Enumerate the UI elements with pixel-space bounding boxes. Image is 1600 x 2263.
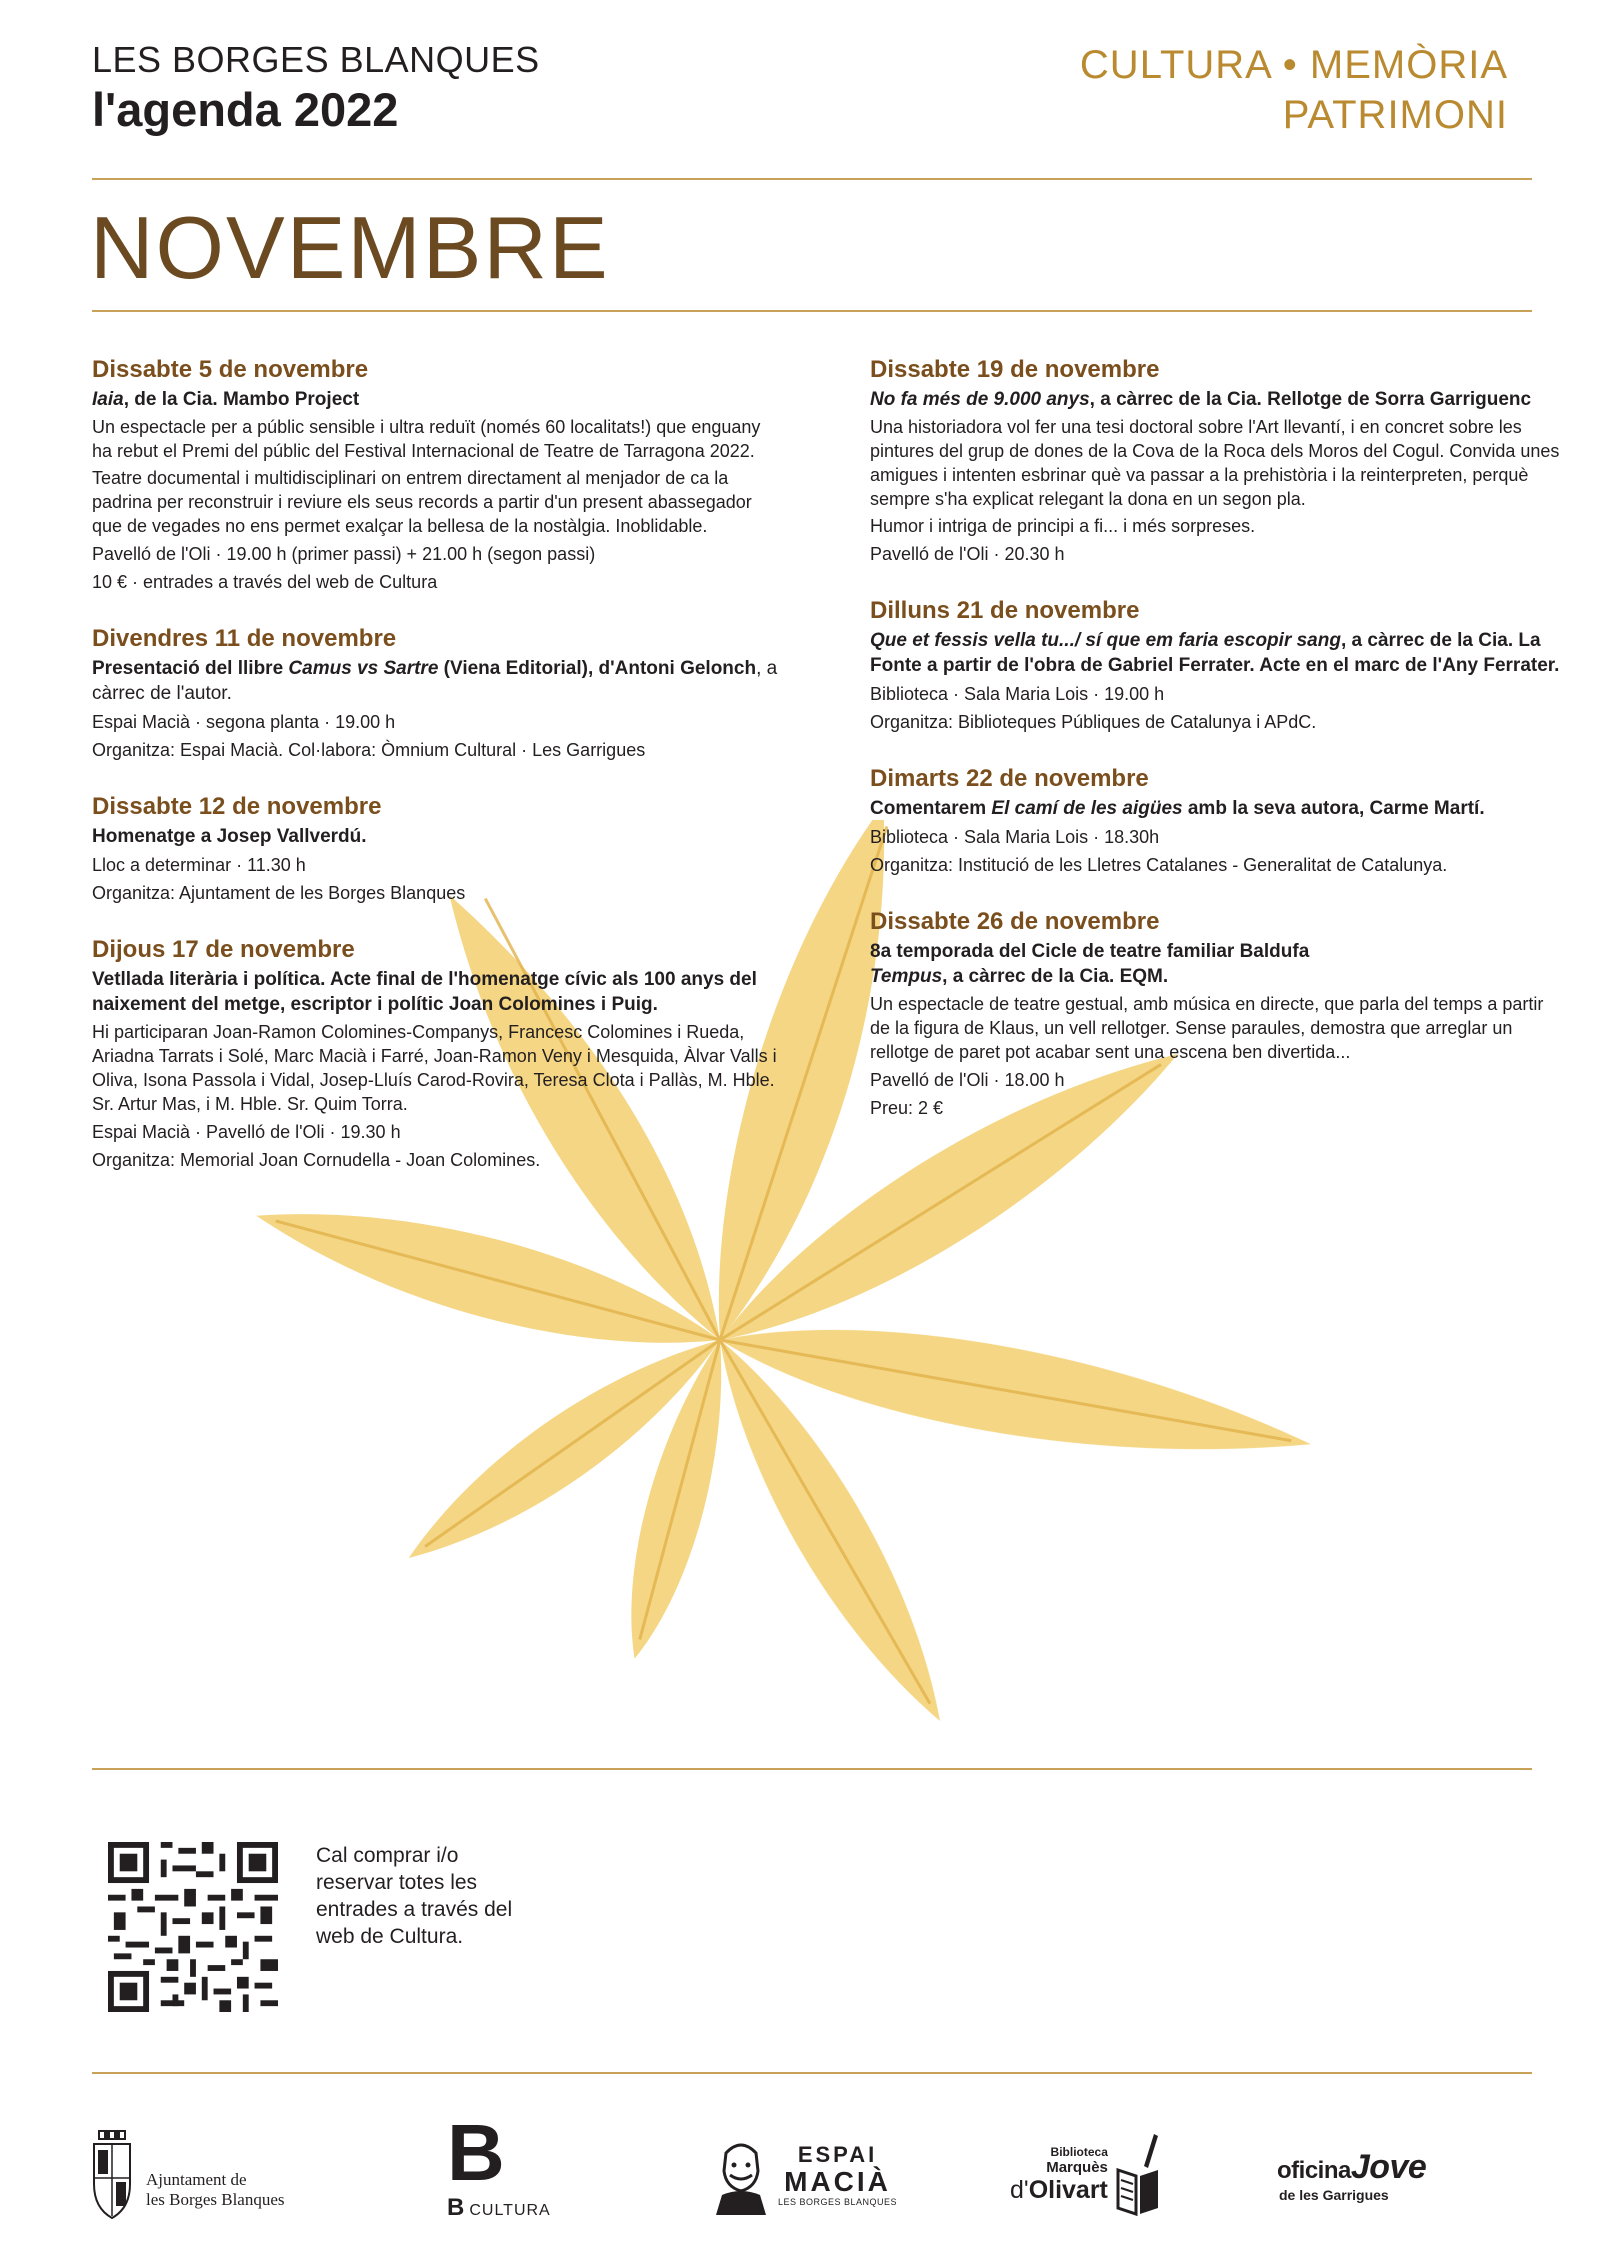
- event-date: Divendres 11 de novembre: [92, 625, 397, 652]
- b-cultura-mark: B: [447, 2108, 505, 2197]
- event-date: Dimarts 22 de novembre: [870, 765, 1149, 792]
- event-12-nov: [92, 792, 782, 905]
- event-description: Hi participaran Joan-Ramon Colomines-Companys, Francesc Colomines i Rueda, Ariadna Tarrats i Solé, Marc Macià i Farré, Joan-Ramon Veny i Mesquida, Àlvar Valls i Oliva, Isona Passola i Vidal, Josep-Lluís Carod-Rovira, Teresa Clota i Pallàs, M. Hble. Sr. Artur Mas, i M. Hble. Sr. Quim Torra.: [92, 1022, 777, 1114]
- book-icon: [1114, 2130, 1162, 2220]
- event-title: [870, 628, 1560, 678]
- event-subtitle: [870, 964, 1560, 989]
- event-title-italic: Que et fessis vella tu.../ sí que em faria escopir sang: [870, 630, 1341, 651]
- event-place: Pavelló de l'Oli · 20.30 h: [870, 544, 1065, 564]
- event-date: Dissabte 12 de novembre: [92, 793, 382, 820]
- ajuntament-line1: Ajuntament de: [146, 2170, 247, 2189]
- event-description: Humor i intriga de principi a fi... i més sorpreses.: [870, 516, 1256, 536]
- event-place: Espai Macià · segona planta · 19.00 h: [92, 712, 396, 732]
- event-title-c: , a càrrec de l'autor.: [92, 658, 778, 704]
- sponsor-logos: [92, 2108, 1532, 2230]
- event-title-a: Presentació del llibre: [92, 658, 289, 679]
- event-place: Pavelló de l'Oli · 19.00 h (primer passi) + 21.00 h (segon passi): [92, 544, 596, 564]
- footer-note: Cal comprar i/o reservar totes les entrades a través del web de Cultura.: [316, 1844, 513, 1948]
- event-price: 10 € · entrades a través del web de Cultura: [92, 572, 438, 592]
- event-subtitle-rest: , a càrrec de la Cia. EQM.: [942, 966, 1169, 987]
- espai-macia-name: [778, 2143, 897, 2207]
- header-left: [92, 38, 540, 138]
- event-date: Dissabte 26 de novembre: [870, 908, 1160, 935]
- event-title-italic: Iaia: [92, 389, 124, 410]
- event-organizer: Organitza: Ajuntament de les Borges Blanques: [92, 883, 466, 903]
- events-column-right: [870, 355, 1560, 1150]
- event-title: Vetllada literària i política. Acte final de l'homenatge cívic als 100 anys del naixement del metge, escriptor i polític Joan Colomines i Puig.: [92, 969, 757, 1015]
- footer-divider-bottom: [92, 2072, 1532, 2074]
- event-17-nov: [92, 935, 782, 1172]
- logo-biblioteca[interactable]: [1010, 2120, 1210, 2230]
- event-place: Espai Macià · Pavelló de l'Oli · 19.30 h: [92, 1122, 401, 1142]
- jove-line2: de les Garrigues: [1279, 2186, 1389, 2203]
- event-title: [870, 796, 1560, 821]
- event-title: Homenatge a Josep Vallverdú.: [92, 826, 367, 847]
- event-organizer: Organitza: Espai Macià. Col·labora: Òmnium Cultural · Les Garrigues: [92, 740, 646, 760]
- b-cultura-label: [447, 2194, 551, 2222]
- header-tagline: [1080, 40, 1508, 140]
- event-description: Una historiadora vol fer una tesi doctoral sobre l'Art llevantí, i en concret sobre les pintures del grup de dones de la Cova de la Roca dels Moros del Cogul. Convida unes amigues i intenten esbrinar què va passar a la prehistòria i la reinterpreten, perquè sempre s'ha explicat relegant la dona en un segon pla.: [870, 417, 1560, 509]
- espai-line3: LES BORGES BLANQUES: [778, 2197, 898, 2207]
- event-title-rest: , a càrrec de la Cia. Rellotge de Sorra Garriguenc: [1089, 389, 1532, 410]
- event-title-italic: El camí de les aigües: [991, 798, 1183, 819]
- event-title-b: amb la seva autora, Carme Martí.: [1182, 798, 1485, 819]
- event-price: Preu: 2 €: [870, 1098, 944, 1118]
- event-date: Dissabte 19 de novembre: [870, 356, 1160, 383]
- biblio-line3a: d': [1010, 2176, 1029, 2204]
- biblioteca-name: [1010, 2145, 1108, 2205]
- event-date: Dilluns 21 de novembre: [870, 597, 1140, 624]
- town-name: LES BORGES BLANQUES: [92, 39, 540, 80]
- event-place: Lloc a determinar · 11.30 h: [92, 855, 306, 875]
- event-title-rest: , a càrrec de la Cia. La Fonte a partir de l'obra de Gabriel Ferrater. Acte en el marc de l'Any Ferrater.: [870, 630, 1560, 676]
- event-date: Dijous 17 de novembre: [92, 936, 355, 963]
- event-title-italic: No fa més de 9.000 anys: [870, 389, 1090, 410]
- logo-oficina-jove[interactable]: [1277, 2120, 1532, 2230]
- espai-line2: MACIÀ: [784, 2166, 891, 2197]
- header-divider: [92, 178, 1532, 180]
- event-11-nov: [92, 624, 782, 762]
- event-organizer: Organitza: Institució de les Lletres Catalanes - Generalitat de Catalunya.: [870, 855, 1448, 875]
- event-description: Un espectacle per a públic sensible i ultra reduït (només 60 localitats!) que enguany ha rebut el Premi del públic del Festival Internacional de Teatre de Tarragona 2022.: [92, 417, 761, 461]
- coat-of-arms-icon: [92, 2130, 132, 2220]
- qr-code[interactable]: [108, 1842, 278, 2012]
- month-divider: [92, 310, 1532, 312]
- jove-line1: [1277, 2148, 1426, 2187]
- portrait-icon: [712, 2135, 770, 2215]
- event-organizer: Organitza: Biblioteques Públiques de Catalunya i APdC.: [870, 712, 1317, 732]
- event-title: [92, 387, 782, 412]
- ajuntament-line2: les Borges Blanques: [146, 2190, 285, 2209]
- event-organizer: Organitza: Memorial Joan Cornudella - Joan Colomines.: [92, 1150, 541, 1170]
- oficina-jove-name: [1277, 2148, 1426, 2203]
- event-26-nov: [870, 907, 1560, 1120]
- footer-divider-top: [92, 1768, 1532, 1770]
- logo-ajuntament[interactable]: [92, 2120, 332, 2230]
- event-title: [870, 387, 1560, 412]
- biblio-line3b: Olivart: [1028, 2176, 1108, 2204]
- event-title: [92, 656, 782, 706]
- espai-line1: ESPAI: [797, 2142, 878, 2167]
- tagline-line2: PATRIMONI: [1282, 93, 1508, 137]
- event-place: Pavelló de l'Oli · 18.00 h: [870, 1070, 1065, 1090]
- event-place: Biblioteca · Sala Maria Lois · 19.00 h: [870, 684, 1165, 704]
- b-cultura-text: CULTURA: [469, 2202, 551, 2219]
- event-description: Teatre documental i multidisciplinari on entrem directament al menjador de ca la padrina per reconstruir i reviure els seus records a partir d'un present abassegador que de vegades no ens permet exalçar la bellesa de la nostàlgia. Inoblidable.: [92, 468, 752, 536]
- event-title-italic: Camus vs Sartre: [288, 658, 439, 679]
- event-title: 8a temporada del Cicle de teatre familiar Baldufa: [870, 941, 1310, 962]
- biblio-line3: [1010, 2176, 1108, 2205]
- biblio-line1: Biblioteca: [1050, 2145, 1108, 2159]
- b-cultura-letter: B: [447, 2194, 466, 2221]
- jove-oficina: oficina: [1277, 2156, 1351, 2184]
- events-column-left: [92, 355, 782, 1202]
- tagline-line1: CULTURA • MEMÒRIA: [1079, 43, 1508, 87]
- event-title-a: Comentarem: [870, 798, 992, 819]
- logo-espai-macia[interactable]: [712, 2120, 912, 2230]
- event-subtitle-italic: Tempus: [870, 966, 943, 987]
- event-description: Un espectacle de teatre gestual, amb música en directe, que parla del temps a partir de la figura de Klaus, un vell rellotger. Sense paraules, demostra que arreglar un rellotge de paret pot acabar sent una escena ben divertida...: [870, 994, 1544, 1062]
- biblio-line2: Marquès: [1046, 2159, 1108, 2176]
- jove-word: Jove: [1350, 2147, 1427, 2186]
- event-title-b: (Viena Editorial), d'Antoni Gelonch: [438, 658, 757, 679]
- event-title-rest: , de la Cia. Mambo Project: [123, 389, 360, 410]
- event-place: Biblioteca · Sala Maria Lois · 18.30h: [870, 827, 1160, 847]
- event-19-nov: [870, 355, 1560, 566]
- logo-b-cultura[interactable]: [447, 2108, 587, 2230]
- event-date: Dissabte 5 de novembre: [92, 356, 369, 383]
- ajuntament-name: [146, 2170, 285, 2210]
- event-5-nov: [92, 355, 782, 594]
- month-title: NOVEMBRE: [90, 198, 610, 297]
- event-21-nov: [870, 596, 1560, 734]
- agenda-title: l'agenda 2022: [92, 83, 399, 136]
- event-22-nov: [870, 764, 1560, 877]
